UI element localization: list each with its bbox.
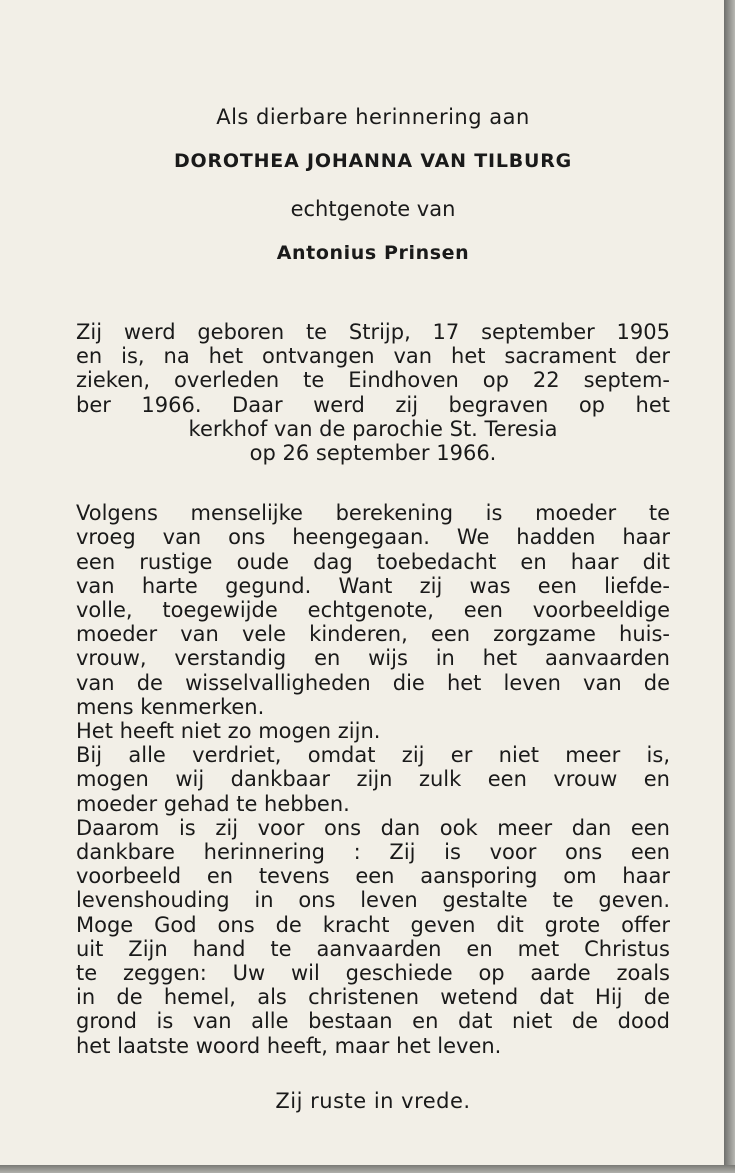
intro-line: Als dierbare herinnering aan [216,105,530,129]
eulogy-line: moeder gehad te hebben. [76,791,350,816]
eulogy-line: dankbare herinnering : Zij is voor ons een [76,840,670,865]
eulogy-line: Daarom is zij voor ons dan ook meer dan een [76,815,670,840]
spouse-label: echtgenote van [290,197,456,221]
eulogy-line: Het heeft niet zo mogen zijn. [76,719,381,744]
eulogy-line: grond is van alle bestaan en dat niet de dood [76,1009,670,1034]
eulogy-line: uit Zijn hand te aanvaarden en met Christus [76,936,670,961]
card-content [76,102,670,1116]
eulogy-line: vroeg van ons heengegaan. We hadden haar [76,525,670,550]
eulogy-paragraph [76,501,670,1058]
eulogy-line: van harte gegund. Want zij was een liefde- [76,573,670,598]
bio-line: zieken, overleden te Eindhoven op 22 septem- [76,368,670,393]
eulogy-line: Moge God ons de kracht geven dit grote offer [76,912,670,937]
eulogy-line: voorbeeld en tevens een aansporing om haar [76,864,670,889]
eulogy-line: in de hemel, als christenen wetend dat Hij de [76,985,670,1010]
bio-line: op 26 september 1966. [249,441,497,466]
eulogy-line: vrouw, verstandig en wijs in het aanvaarden [76,646,670,671]
bio-line: kerkhof van de parochie St. Teresia [188,416,558,441]
eulogy-line: volle, toegewijde echtgenote, een voorbeeldige [76,598,670,623]
eulogy-line: mogen wij dankbaar zijn zulk een vrouw en [76,767,670,792]
eulogy-line: levenshouding in ons leven gestalte te geven. [76,888,670,913]
eulogy-line: Volgens menselijke berekening is moeder te [76,501,670,526]
eulogy-line: moeder van vele kinderen, een zorgzame huis- [76,622,670,647]
eulogy-line: het laatste woord heeft, maar het leven. [76,1033,502,1058]
eulogy-line: Bij alle verdriet, omdat zij er niet meer is, [76,743,670,768]
spouse-name: Antonius Prinsen [276,242,470,264]
bio-line: Zij werd geboren te Strijp, 17 september 1905 [76,320,670,344]
eulogy-line: een rustige oude dag toebedacht en haar dit [76,549,670,574]
deceased-name: DOROTHEA JOHANNA VAN TILBURG [173,150,573,172]
closing-line: Zij ruste in vrede. [275,1088,471,1113]
card-edge-shadow [724,0,735,1173]
card-bottom-shadow [0,1165,735,1173]
eulogy-line: mens kenmerken. [76,694,265,719]
eulogy-line: te zeggen: Uw wil geschiede op aarde zoals [76,961,670,986]
bio-line: ber 1966. Daar werd zij begraven op het [76,392,670,417]
bio-line: en is, na het ontvangen van het sacrament der [76,344,670,369]
biography-paragraph [76,320,670,465]
eulogy-line: van de wisselvalligheden die het leven van de [76,670,670,695]
